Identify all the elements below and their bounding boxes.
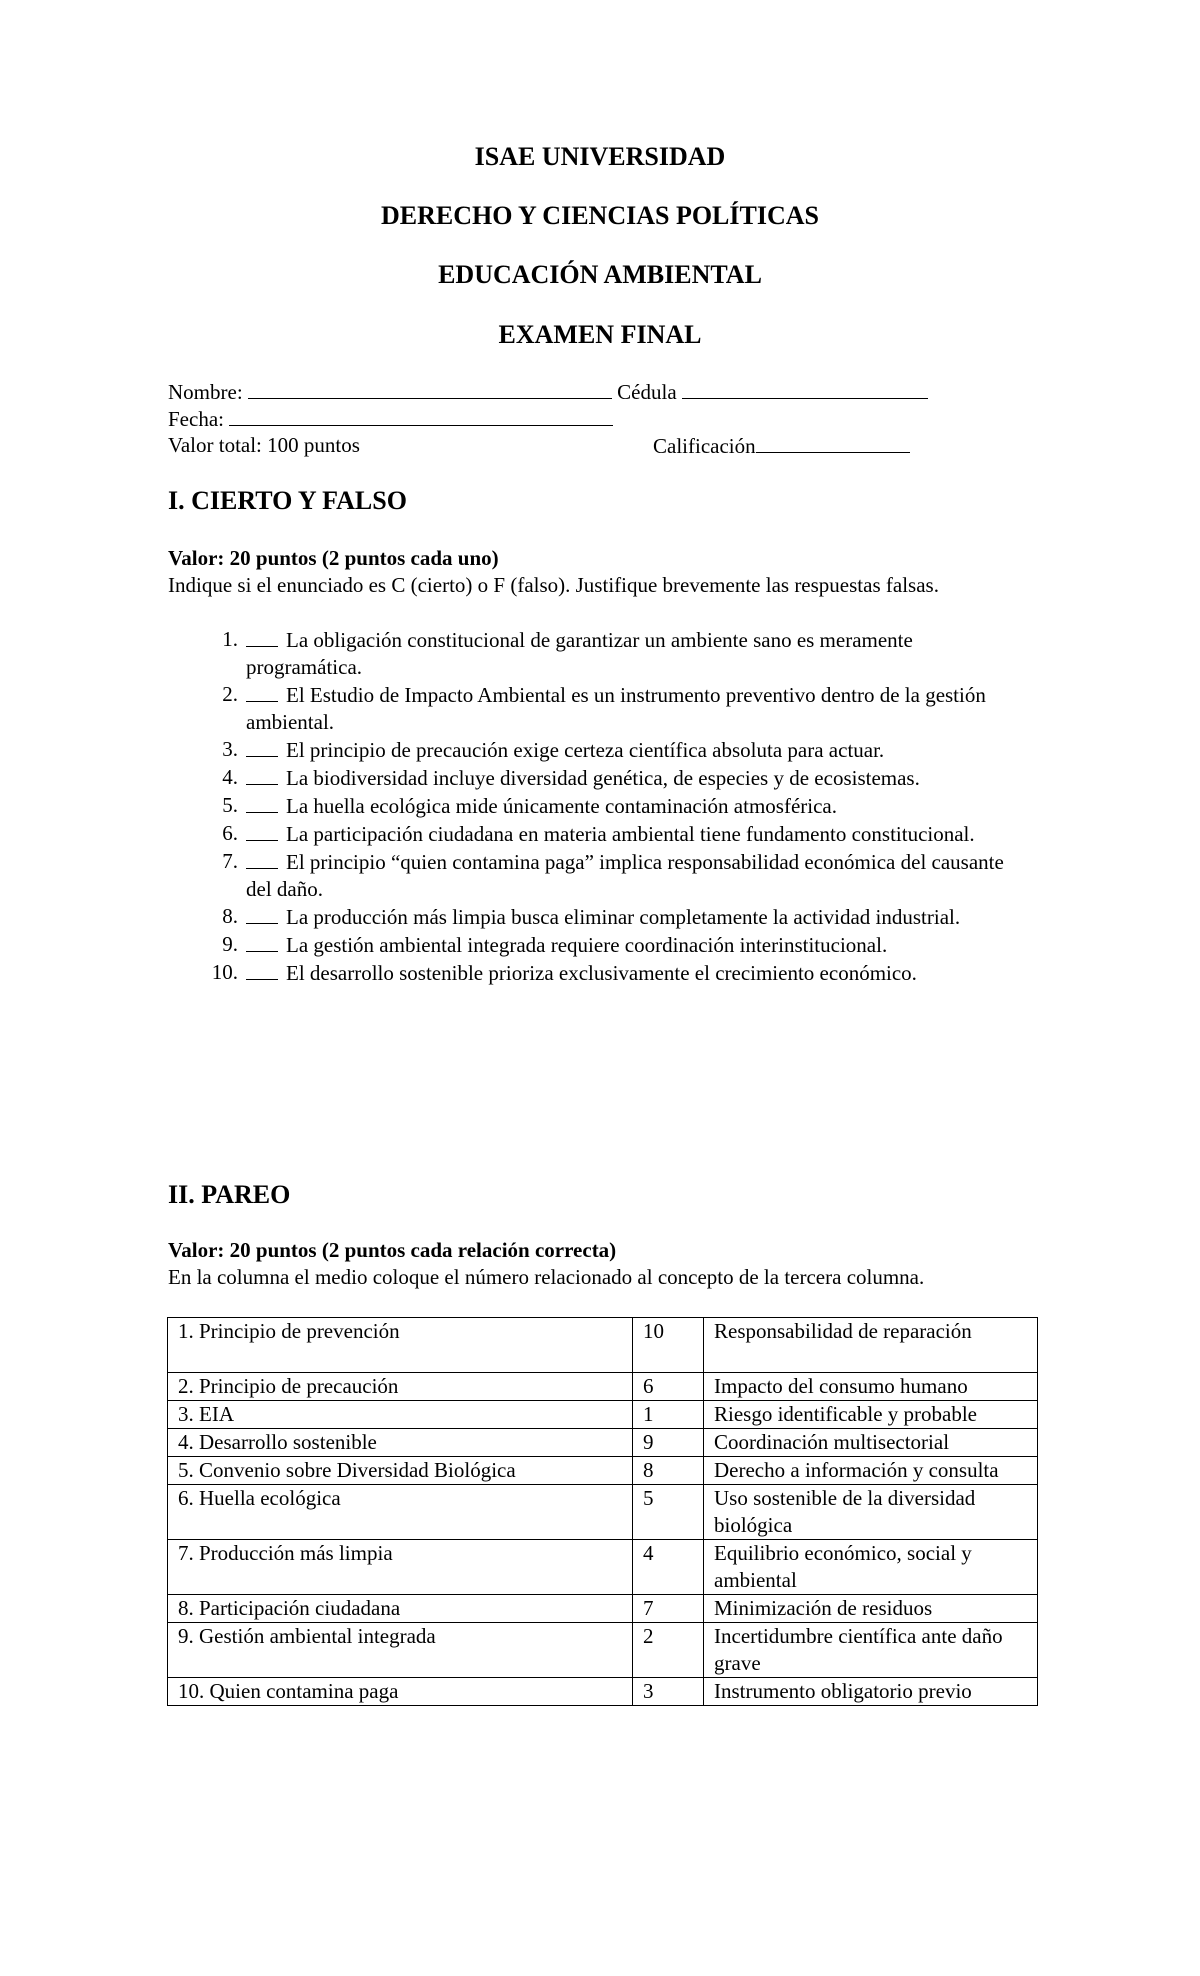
item-body <box>246 848 1006 903</box>
concept-cell: 4. Desarrollo sostenible <box>168 1429 633 1457</box>
section2-instructions: En la columna el medio coloque el número relacionado al concepto de la tercera columna. <box>168 1265 925 1289</box>
number-cell[interactable]: 8 <box>633 1457 704 1485</box>
item-body <box>246 931 1006 959</box>
item-body <box>246 764 1006 792</box>
item-text: El principio de precaución exige certeza científica absoluta para actuar. <box>286 738 885 762</box>
id-blank[interactable] <box>682 378 928 399</box>
item-number: 5. <box>222 793 238 817</box>
total-label: Valor total: 100 puntos <box>168 433 360 457</box>
id-label: Cédula <box>617 380 677 404</box>
answer-blank[interactable] <box>246 792 278 813</box>
number-cell[interactable]: 3 <box>633 1678 704 1706</box>
university-title: ISAE UNIVERSIDAD <box>474 142 726 171</box>
item-text: El principio “quien contamina paga” implica responsabilidad económica del causante del daño. <box>246 850 1004 901</box>
course-title: EDUCACIÓN AMBIENTAL <box>438 260 762 289</box>
grade-row <box>653 432 910 459</box>
list-item <box>168 681 1068 736</box>
grade-label: Calificación <box>653 434 756 458</box>
concept-cell: 8. Participación ciudadana <box>168 1595 633 1623</box>
answer-blank[interactable] <box>246 959 278 980</box>
number-cell[interactable]: 9 <box>633 1429 704 1457</box>
section2-title: II. PAREO <box>168 1180 291 1209</box>
concept-cell: 7. Producción más limpia <box>168 1540 633 1595</box>
answer-blank[interactable] <box>246 736 278 757</box>
item-body <box>246 626 1006 681</box>
matching-table <box>167 1317 1038 1706</box>
answer-blank[interactable] <box>246 626 278 647</box>
item-text: La gestión ambiental integrada requiere coordinación interinstitucional. <box>286 933 888 957</box>
list-item <box>168 903 1068 931</box>
definition-cell: Incertidumbre científica ante daño grave <box>704 1623 1038 1678</box>
section1-instructions: Indique si el enunciado es C (cierto) o F (falso). Justifique brevemente las respuestas falsas. <box>168 573 939 597</box>
definition-cell: Responsabilidad de reparación <box>704 1318 1038 1373</box>
definition-cell: Impacto del consumo humano <box>704 1373 1038 1401</box>
item-text: La huella ecológica mide únicamente contaminación atmosférica. <box>286 794 838 818</box>
answer-blank[interactable] <box>246 931 278 952</box>
true-false-list <box>168 626 1068 987</box>
item-number: 1. <box>222 627 238 651</box>
item-body <box>246 959 1006 987</box>
item-number: 3. <box>222 737 238 761</box>
item-body <box>246 681 1006 736</box>
definition-cell: Equilibrio económico, social y ambiental <box>704 1540 1038 1595</box>
list-item <box>168 959 1068 987</box>
name-row <box>168 378 928 405</box>
number-cell[interactable]: 10 <box>633 1318 704 1373</box>
item-number: 2. <box>222 682 238 706</box>
number-cell[interactable]: 5 <box>633 1485 704 1540</box>
definition-cell: Instrumento obligatorio previo <box>704 1678 1038 1706</box>
section2-value: Valor: 20 puntos (2 puntos cada relación correcta) <box>168 1238 617 1262</box>
date-blank[interactable] <box>229 405 613 426</box>
name-blank[interactable] <box>248 378 612 399</box>
grade-blank[interactable] <box>756 432 910 453</box>
item-text: El desarrollo sostenible prioriza exclusivamente el crecimiento económico. <box>286 961 917 985</box>
table-row <box>168 1318 1038 1373</box>
answer-blank[interactable] <box>246 903 278 924</box>
table-row <box>168 1678 1038 1706</box>
table-row <box>168 1485 1038 1540</box>
table-row <box>168 1401 1038 1429</box>
item-body <box>246 736 1006 764</box>
answer-blank[interactable] <box>246 820 278 841</box>
definition-cell: Riesgo identificable y probable <box>704 1401 1038 1429</box>
list-item <box>168 626 1068 681</box>
concept-cell: 3. EIA <box>168 1401 633 1429</box>
table-row <box>168 1623 1038 1678</box>
concept-cell: 9. Gestión ambiental integrada <box>168 1623 633 1678</box>
exam-title: EXAMEN FINAL <box>498 320 702 349</box>
section1-value: Valor: 20 puntos (2 puntos cada uno) <box>168 546 499 570</box>
concept-cell: 2. Principio de precaución <box>168 1373 633 1401</box>
item-body <box>246 903 1006 931</box>
answer-blank[interactable] <box>246 848 278 869</box>
table-row <box>168 1373 1038 1401</box>
item-number: 10. <box>211 960 238 984</box>
definition-cell: Coordinación multisectorial <box>704 1429 1038 1457</box>
definition-cell: Derecho a información y consulta <box>704 1457 1038 1485</box>
answer-blank[interactable] <box>246 681 278 702</box>
concept-cell: 5. Convenio sobre Diversidad Biológica <box>168 1457 633 1485</box>
item-number: 9. <box>222 932 238 956</box>
item-text: La participación ciudadana en materia ambiental tiene fundamento constitucional. <box>286 822 975 846</box>
table-row <box>168 1595 1038 1623</box>
item-number: 8. <box>222 904 238 928</box>
item-number: 6. <box>222 821 238 845</box>
list-item <box>168 792 1068 820</box>
date-row <box>168 405 613 432</box>
date-label: Fecha: <box>168 407 224 431</box>
concept-cell: 6. Huella ecológica <box>168 1485 633 1540</box>
concept-cell: 10. Quien contamina paga <box>168 1678 633 1706</box>
definition-cell: Uso sostenible de la diversidad biológica <box>704 1485 1038 1540</box>
list-item <box>168 764 1068 792</box>
list-item <box>168 931 1068 959</box>
number-cell[interactable]: 7 <box>633 1595 704 1623</box>
list-item <box>168 820 1068 848</box>
table-row <box>168 1457 1038 1485</box>
number-cell[interactable]: 2 <box>633 1623 704 1678</box>
table-row <box>168 1540 1038 1595</box>
item-number: 4. <box>222 765 238 789</box>
item-body <box>246 792 1006 820</box>
table-row <box>168 1429 1038 1457</box>
item-body <box>246 820 1006 848</box>
list-item <box>168 848 1068 903</box>
number-cell[interactable]: 1 <box>633 1401 704 1429</box>
list-item <box>168 736 1068 764</box>
item-number: 7. <box>222 849 238 873</box>
faculty-title: DERECHO Y CIENCIAS POLÍTICAS <box>381 201 819 230</box>
item-text: La obligación constitucional de garantizar un ambiente sano es meramente programática. <box>246 628 913 679</box>
answer-blank[interactable] <box>246 764 278 785</box>
name-label: Nombre: <box>168 380 243 404</box>
number-cell[interactable]: 6 <box>633 1373 704 1401</box>
concept-cell: 1. Principio de prevención <box>168 1318 633 1373</box>
item-text: La biodiversidad incluye diversidad genética, de especies y de ecosistemas. <box>286 766 920 790</box>
number-cell[interactable]: 4 <box>633 1540 704 1595</box>
item-text: La producción más limpia busca eliminar completamente la actividad industrial. <box>286 905 961 929</box>
item-text: El Estudio de Impacto Ambiental es un instrumento preventivo dentro de la gestión ambiental. <box>246 683 986 734</box>
definition-cell: Minimización de residuos <box>704 1595 1038 1623</box>
total-row <box>168 432 360 458</box>
section1-title: I. CIERTO Y FALSO <box>168 486 407 515</box>
